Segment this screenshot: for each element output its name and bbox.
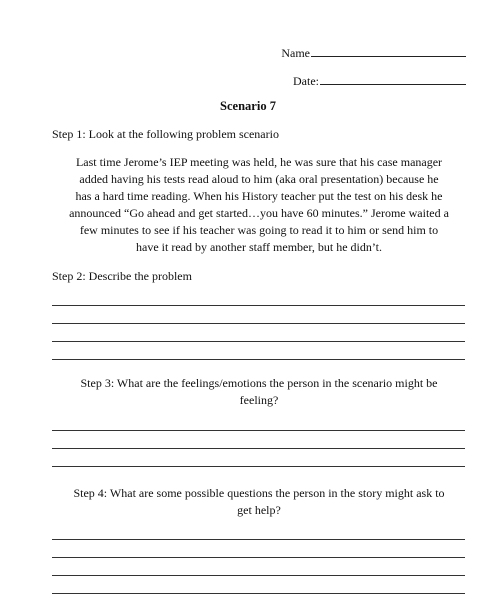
scenario-line: announced “Go ahead and get started…you have 60 minutes.” Jerome waited a bbox=[69, 206, 449, 220]
answer-line[interactable] bbox=[52, 557, 465, 558]
date-blank[interactable] bbox=[320, 72, 466, 85]
step3-label bbox=[52, 375, 466, 409]
answer-line[interactable] bbox=[52, 341, 465, 342]
step4-label-line: get help? bbox=[237, 503, 281, 517]
scenario-line: few minutes to see if his teacher was going to read it to him or send him to bbox=[79, 223, 439, 237]
step4-label bbox=[52, 485, 466, 519]
answer-line[interactable] bbox=[52, 539, 465, 540]
date-label: Date: bbox=[293, 74, 319, 88]
answer-line[interactable] bbox=[52, 575, 465, 576]
step4-label-line: Step 4: What are some possible questions the person in the story might ask to bbox=[73, 486, 445, 500]
scenario-line: added having his tests read aloud to him (aka oral presentation) because he bbox=[79, 172, 439, 186]
name-field bbox=[0, 44, 466, 61]
answer-line[interactable] bbox=[52, 466, 465, 467]
answer-line[interactable] bbox=[52, 359, 465, 360]
scenario-line: have it read by another staff member, but he didn’t. bbox=[136, 240, 382, 254]
answer-line[interactable] bbox=[52, 593, 465, 594]
page-title: Scenario 7 bbox=[220, 99, 276, 113]
step1-label: Step 1: Look at the following problem scenario bbox=[52, 127, 279, 141]
scenario-paragraph bbox=[52, 154, 466, 256]
name-label: Name bbox=[281, 46, 310, 60]
step3-label-line: feeling? bbox=[239, 393, 279, 407]
name-blank[interactable] bbox=[311, 44, 466, 57]
scenario-line: Last time Jerome’s IEP meeting was held, he was sure that his case manager bbox=[75, 155, 443, 169]
answer-line[interactable] bbox=[52, 323, 465, 324]
answer-line[interactable] bbox=[52, 430, 465, 431]
step3-label-line: Step 3: What are the feelings/emotions the person in the scenario might be bbox=[80, 376, 438, 390]
scenario-line: has a hard time reading. When his History teacher put the test on his desk he bbox=[75, 189, 443, 203]
date-field bbox=[0, 72, 466, 89]
answer-line[interactable] bbox=[52, 305, 465, 306]
step2-label: Step 2: Describe the problem bbox=[52, 269, 192, 283]
answer-line[interactable] bbox=[52, 448, 465, 449]
